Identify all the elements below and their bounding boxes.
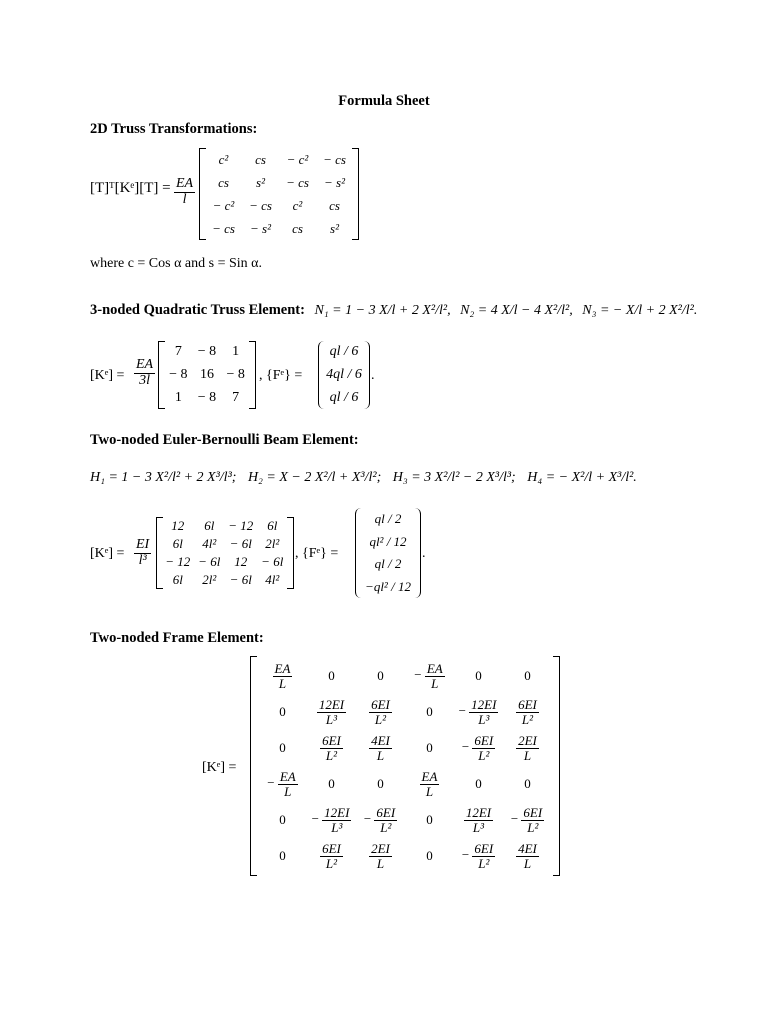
factor-numerator: EA bbox=[136, 357, 154, 372]
matrix-cell: 16 bbox=[199, 366, 214, 382]
matrix-cell: − s² bbox=[324, 174, 345, 190]
matrix-cell: − cs bbox=[286, 174, 309, 190]
matrix-cell: $\frac{2EI}{L}$ bbox=[518, 732, 537, 763]
beam-f-label: , {Fᵉ} = bbox=[295, 546, 339, 561]
matrix-cell: − cs bbox=[249, 197, 272, 213]
matrix-cell: − $\frac{EA}{L}$ bbox=[414, 660, 443, 691]
matrix-cell: 0 bbox=[279, 704, 286, 719]
matrix-cell: − 12 bbox=[165, 554, 191, 569]
matrix-cell: 4l² bbox=[202, 536, 217, 551]
vector-entry: ql / 6 bbox=[329, 344, 359, 360]
matrix-cell: − 12 bbox=[228, 518, 254, 533]
shape-function-h1: H₁ = 1 − 3 X²/l² + 2 X³/l³; bbox=[90, 470, 237, 485]
matrix-cell: $\frac{2EI}{L}$ bbox=[371, 840, 390, 871]
matrix-cell: 6l bbox=[172, 572, 183, 587]
matrix-cell: 6l bbox=[204, 518, 215, 533]
matrix-cell: − 6l bbox=[229, 572, 252, 587]
matrix-cell: 0 bbox=[328, 668, 335, 683]
matrix-cell: $\frac{4EI}{L}$ bbox=[518, 840, 537, 871]
matrix-cell: − c² bbox=[286, 151, 309, 167]
vector-entry: ql² / 12 bbox=[369, 533, 407, 549]
matrix-cell: − 8 bbox=[169, 366, 188, 382]
vector-entry: −ql² / 12 bbox=[365, 578, 411, 594]
matrix-cell: − cs bbox=[212, 220, 235, 236]
quad-truss-factor bbox=[134, 358, 155, 388]
matrix-cell: 12 bbox=[171, 518, 185, 533]
matrix-cell: cs bbox=[292, 220, 303, 236]
matrix-cell: 0 bbox=[279, 812, 286, 827]
matrix-cell: 1 bbox=[232, 344, 240, 360]
matrix-cell: cs bbox=[255, 151, 266, 167]
matrix-cell: 0 bbox=[524, 776, 531, 791]
factor-numerator: EA bbox=[176, 176, 194, 191]
matrix-cell: 0 bbox=[475, 668, 482, 683]
shape-function-h4: H₄ = − X²/l + X³/l². bbox=[527, 470, 637, 485]
matrix-cell: 0 bbox=[524, 668, 531, 683]
matrix-cell: 6l bbox=[172, 536, 183, 551]
matrix-cell: cs bbox=[218, 174, 229, 190]
factor-denominator: 3l bbox=[139, 372, 150, 388]
matrix-cell: − $\frac{6EI}{\text{L²}}$ bbox=[510, 804, 543, 835]
matrix-cell: $\frac{12EI}{\text{L³}}$ bbox=[318, 696, 345, 727]
section-heading-beam: Two-noded Euler-Bernoulli Beam Element: bbox=[90, 432, 359, 448]
matrix-cell: − 6l bbox=[261, 554, 284, 569]
matrix-cell: 7 bbox=[232, 389, 240, 405]
shape-function-n1: N₁ = 1 − 3 X/l + 2 X²/l², bbox=[314, 303, 451, 318]
section-heading-truss-transform: 2D Truss Transformations: bbox=[90, 121, 258, 137]
matrix-cell: − 6l bbox=[229, 536, 252, 551]
matrix-cell: 0 bbox=[426, 812, 433, 827]
page-title: Formula Sheet bbox=[338, 93, 430, 109]
vector-entry: ql / 6 bbox=[329, 389, 359, 405]
matrix-cell: 1 bbox=[174, 389, 182, 405]
matrix-cell: 6l bbox=[267, 518, 278, 533]
vector-entry: ql / 2 bbox=[374, 511, 402, 527]
matrix-cell: cs bbox=[329, 197, 340, 213]
beam-k-label: [Kᵉ] = bbox=[90, 546, 125, 561]
section-heading-frame: Two-noded Frame Element: bbox=[90, 630, 264, 646]
beam-shape-functions bbox=[90, 470, 637, 486]
matrix-cell: $\frac{6EI}{\text{L²}}$ bbox=[322, 732, 341, 763]
vector-entry: 4ql / 6 bbox=[326, 366, 362, 382]
vector-entry: ql / 2 bbox=[374, 556, 402, 572]
beam-factor bbox=[134, 538, 151, 568]
quad-truss-stiffness-matrix bbox=[158, 341, 256, 409]
matrix-cell: 2l² bbox=[265, 536, 280, 551]
where-text: where c = Cos α and s = Sin α. bbox=[90, 256, 262, 271]
frame-stiffness-matrix bbox=[250, 656, 560, 876]
matrix-cell: 0 bbox=[475, 776, 482, 791]
matrix-cell: c² bbox=[218, 151, 229, 167]
matrix-cell: 4l² bbox=[265, 572, 280, 587]
matrix-cell: 2l² bbox=[202, 572, 217, 587]
factor-numerator: EI bbox=[136, 537, 150, 552]
section-heading-quad-truss: 3-noded Quadratic Truss Element: bbox=[90, 302, 305, 318]
matrix-cell: s² bbox=[330, 220, 339, 236]
matrix-cell: 12 bbox=[234, 554, 248, 569]
quad-truss-f-label: , {Fᵉ} = bbox=[259, 368, 303, 383]
matrix-cell: 7 bbox=[174, 344, 182, 360]
frame-k-label: [Kᵉ] = bbox=[202, 760, 237, 775]
quad-truss-k-label: [Kᵉ] = bbox=[90, 368, 125, 383]
quad-truss-force-vector bbox=[318, 341, 370, 409]
truss-transform-factor bbox=[174, 177, 195, 207]
matrix-cell: $\frac{6EI}{\text{L²}}$ bbox=[322, 840, 341, 871]
matrix-cell: − $\frac{EA}{L}$ bbox=[267, 768, 296, 799]
matrix-cell: − c² bbox=[212, 197, 235, 213]
truss-transform-lhs: [T]ᵀ[Kᵉ][T] = bbox=[90, 180, 171, 196]
matrix-cell: 0 bbox=[426, 740, 433, 755]
matrix-cell: − 8 bbox=[197, 344, 217, 360]
matrix-cell: 0 bbox=[426, 848, 433, 863]
matrix-cell: $\frac{6EI}{\text{L²}}$ bbox=[518, 696, 537, 727]
shape-function-h2: H₂ = X − 2 X²/l + X³/l²; bbox=[247, 470, 382, 485]
shape-function-h3: H₃ = 3 X²/l² − 2 X³/l³; bbox=[392, 470, 516, 485]
matrix-cell: $\frac{EA}{L}$ bbox=[421, 768, 438, 799]
matrix-cell: 0 bbox=[279, 848, 286, 863]
matrix-cell: − s² bbox=[250, 220, 271, 236]
shape-function-n3: N₃ = − X/l + 2 X²/l². bbox=[582, 303, 698, 318]
matrix-cell: − $\frac{12EI}{\text{L³}}$ bbox=[311, 804, 350, 835]
matrix-cell: − 8 bbox=[197, 389, 217, 405]
quad-truss-header-row bbox=[90, 302, 697, 319]
matrix-cell: 0 bbox=[426, 704, 433, 719]
beam-force-vector bbox=[355, 508, 421, 598]
matrix-cell: 0 bbox=[377, 776, 384, 791]
matrix-cell: − $\frac{6EI}{\text{L²}}$ bbox=[461, 732, 494, 763]
matrix-cell: − $\frac{6EI}{\text{L²}}$ bbox=[363, 804, 396, 835]
matrix-cell: $\frac{12EI}{\text{L³}}$ bbox=[465, 804, 492, 835]
matrix-cell: − $\frac{6EI}{\text{L²}}$ bbox=[461, 840, 494, 871]
matrix-cell: $\frac{4EI}{L}$ bbox=[371, 732, 390, 763]
matrix-cell: − 6l bbox=[198, 554, 221, 569]
matrix-cell: 0 bbox=[328, 776, 335, 791]
matrix-cell: − 8 bbox=[226, 366, 245, 382]
matrix-cell: c² bbox=[292, 197, 303, 213]
matrix-cell: 0 bbox=[377, 668, 384, 683]
matrix-cell: − $\frac{12EI}{\text{L³}}$ bbox=[458, 696, 497, 727]
matrix-cell: 0 bbox=[279, 740, 286, 755]
matrix-cell: s² bbox=[256, 174, 265, 190]
beam-stiffness-matrix bbox=[156, 517, 294, 589]
factor-denominator: l³ bbox=[138, 552, 147, 568]
truss-transform-matrix bbox=[199, 148, 359, 240]
factor-denominator: l bbox=[182, 191, 187, 207]
matrix-cell: − cs bbox=[323, 151, 346, 167]
shape-function-n2: N₂ = 4 X/l − 4 X²/l², bbox=[460, 303, 573, 318]
matrix-cell: $\frac{EA}{L}$ bbox=[274, 660, 291, 691]
matrix-cell: $\frac{6EI}{\text{L²}}$ bbox=[371, 696, 390, 727]
